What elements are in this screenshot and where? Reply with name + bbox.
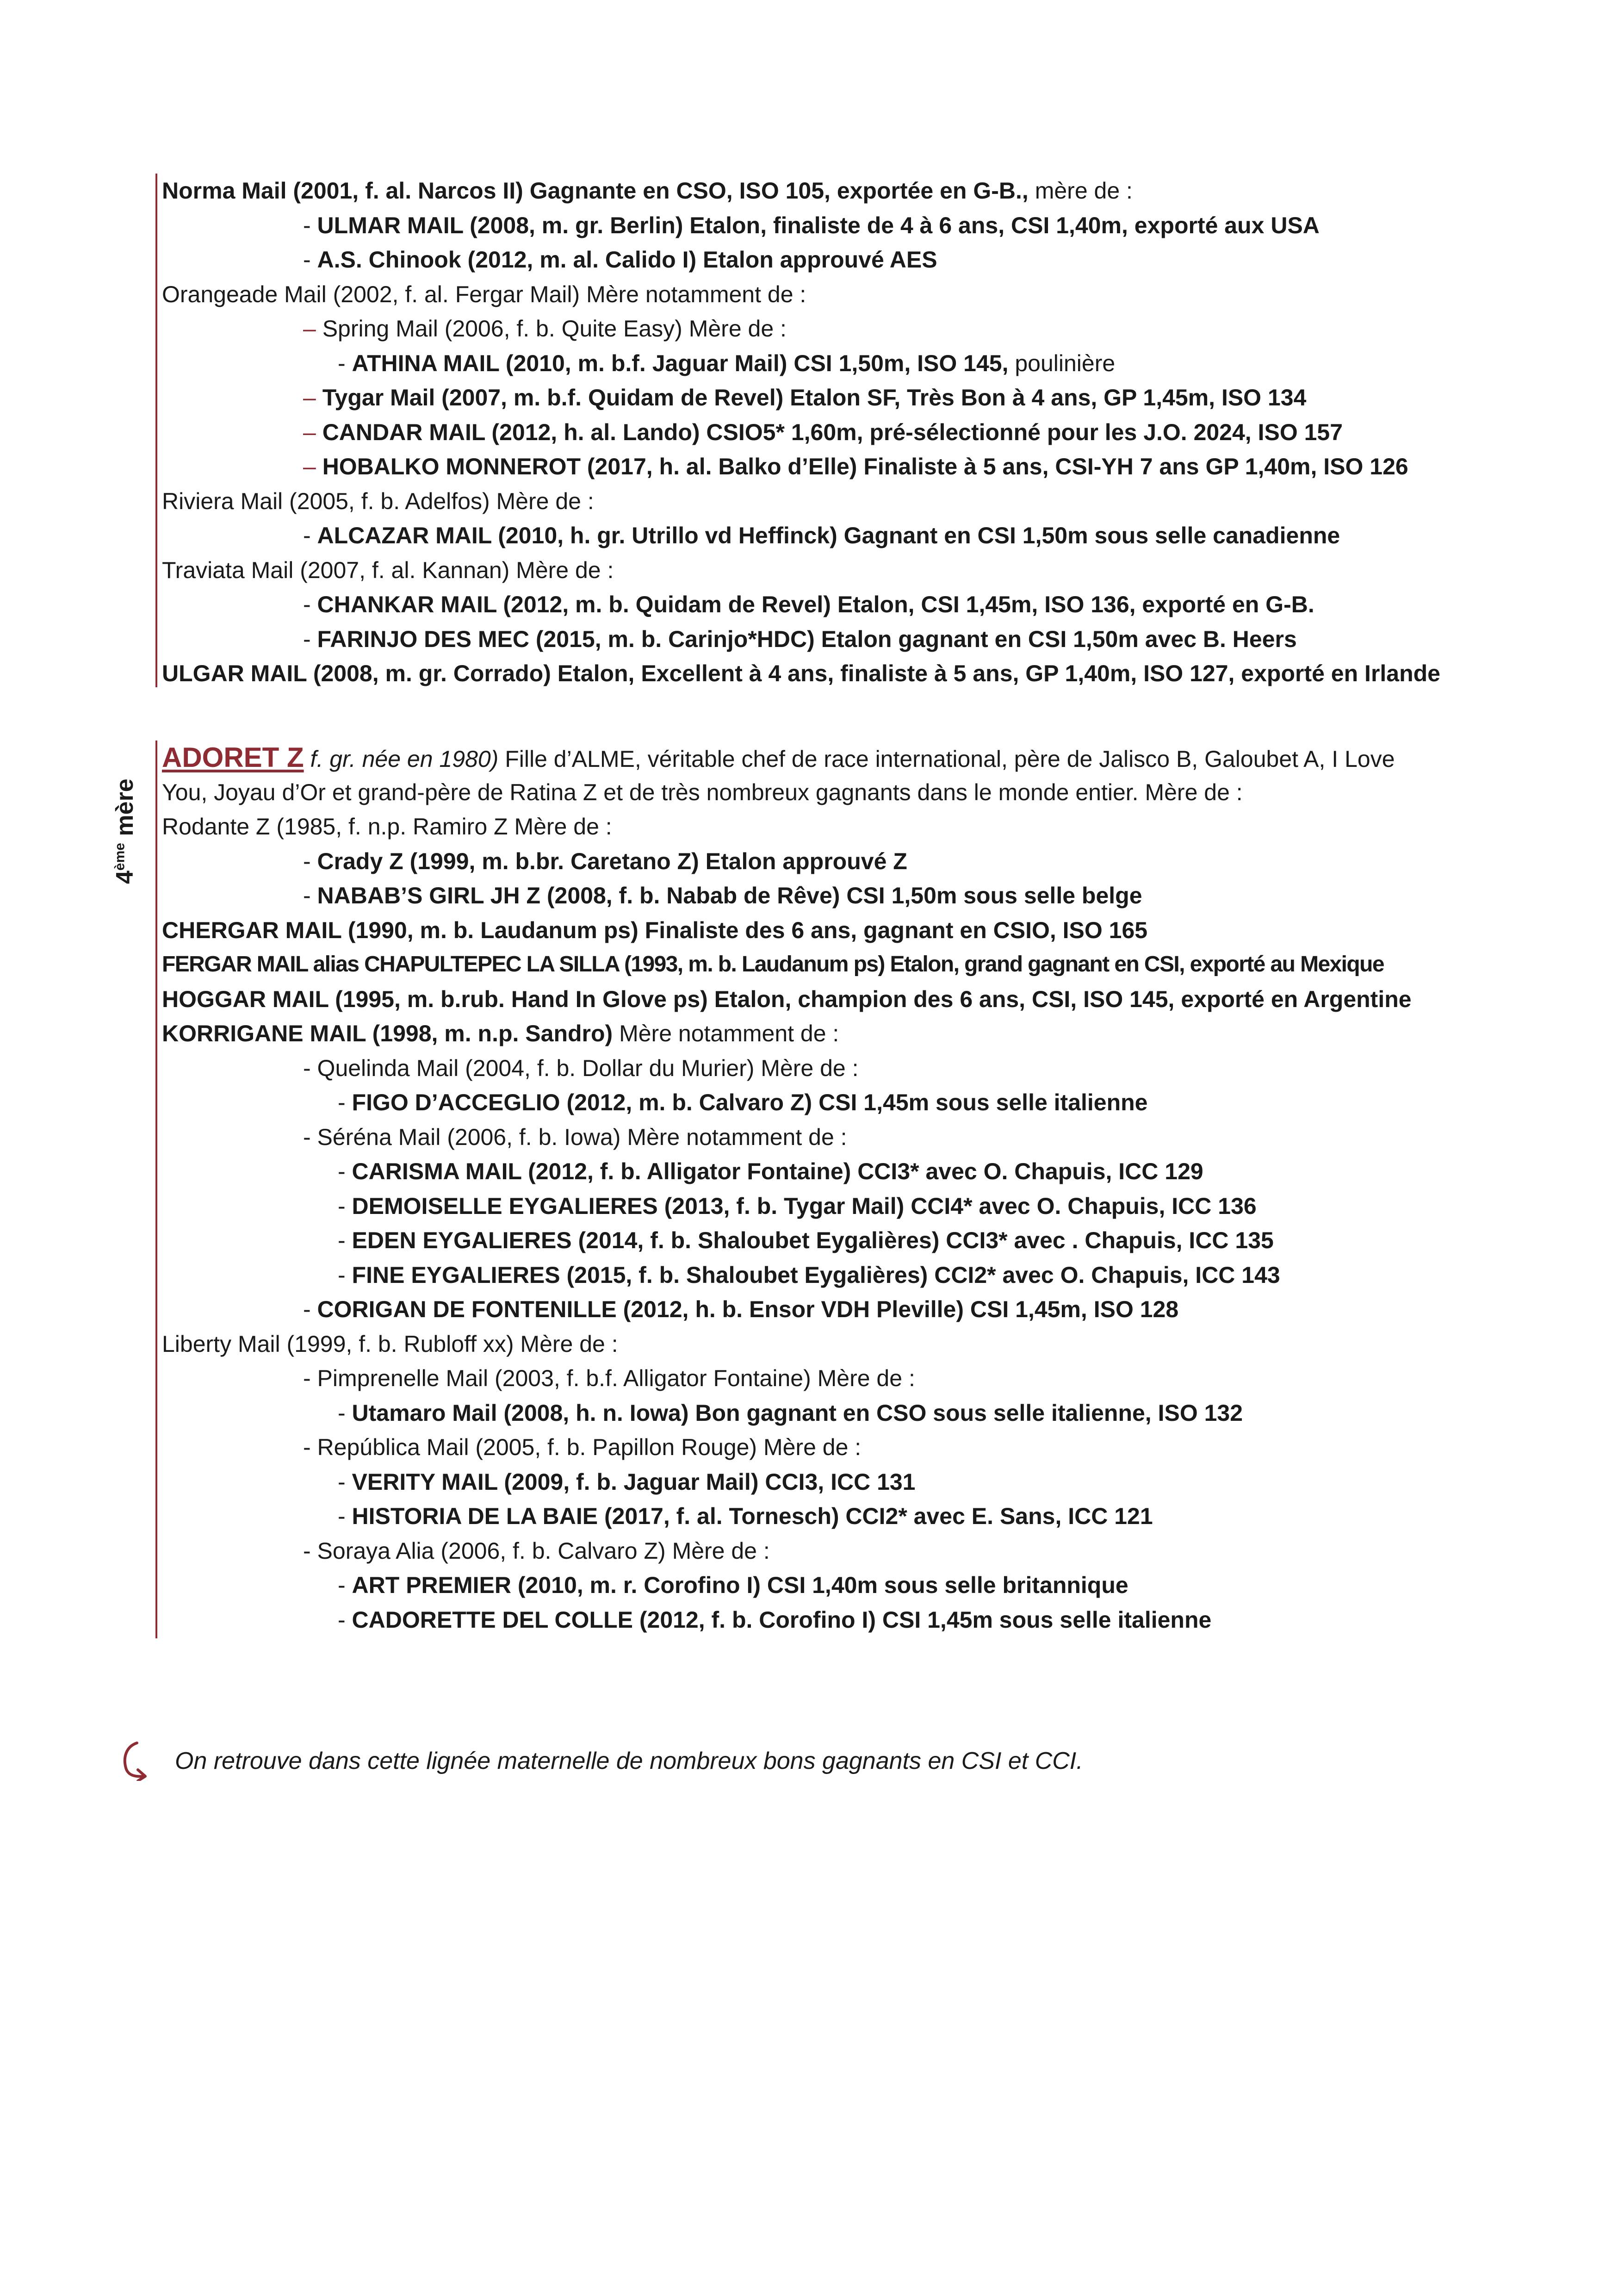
- dam-description: Fille d’ALME, véritable chef de race international, père de Jalisco B, Galoubet A, I Love: [498, 746, 1395, 772]
- entry-dash: –: [303, 454, 322, 479]
- entry-bold: CARISMA MAIL (2012, f. b. Alligator Fontaine) CCI3* avec O. Chapuis, ICC 129: [352, 1158, 1203, 1184]
- entry-normal: Pimprenelle Mail (2003, f. b.f. Alligator Fontaine) Mère de :: [317, 1365, 915, 1391]
- entry-line: [162, 1085, 1559, 1120]
- entry-bold: Norma Mail (2001, f. al. Narcos II) Gagnante en CSO, ISO 105, exportée en G-B.,: [162, 178, 1029, 204]
- entry-line: [162, 913, 1559, 948]
- entry-bold: ATHINA MAIL (2010, m. b.f. Jaguar Mail) CSI 1,50m, ISO 145,: [352, 350, 1009, 376]
- generation-sup: ème: [112, 843, 128, 871]
- entry-line: [162, 878, 1559, 913]
- entry-prefix: -: [303, 212, 317, 238]
- lineage-bar-top: [155, 174, 157, 687]
- entry-line: [162, 1534, 1559, 1568]
- entry-normal: Traviata Mail (2007, f. al. Kannan) Mère de :: [162, 557, 614, 583]
- entry-line: [162, 844, 1559, 879]
- entry-line: [162, 1327, 1559, 1362]
- entry-bold: KORRIGANE MAIL (1998, m. n.p. Sandro): [162, 1020, 613, 1046]
- entry-normal: Rodante Z (1985, f. n.p. Ramiro Z Mère de :: [162, 814, 612, 840]
- entry-line: [162, 208, 1559, 243]
- entry-normal: Spring Mail (2006, f. b. Quite Easy) Mère de :: [322, 316, 787, 342]
- dam-description: You, Joyau d’Or et grand-père de Ratina Z et de très nombreux gagnants dans le monde entier. Mère de :: [162, 779, 1243, 805]
- entry-line: [162, 1051, 1559, 1086]
- entry-prefix: -: [303, 247, 317, 273]
- entry-line: [162, 1154, 1559, 1189]
- entry-dash: –: [303, 316, 322, 342]
- entry-line: [162, 484, 1559, 519]
- entry-prefix: -: [338, 1227, 352, 1253]
- entry-normal: Orangeade Mail (2002, f. al. Fergar Mail) Mère notamment de :: [162, 281, 806, 307]
- entry-line: [162, 1189, 1559, 1224]
- footnote-text: On retrouve dans cette lignée maternelle de nombreux bons gagnants en CSI et CCI.: [175, 1748, 1083, 1774]
- entry-line: [162, 553, 1559, 588]
- entry-prefix: -: [338, 1262, 352, 1288]
- entry-bold: FIGO D’ACCEGLIO (2012, m. b. Calvaro Z) CSI 1,45m sous selle italienne: [352, 1089, 1148, 1115]
- entry-prefix: -: [338, 1193, 352, 1219]
- entry-bold: ULGAR MAIL (2008, m. gr. Corrado) Etalon, Excellent à 4 ans, finaliste à 5 ans, GP 1,40m, ISO 127, exporté en Irlande: [162, 660, 1440, 686]
- entry-prefix: -: [303, 1434, 317, 1460]
- entry-bold: NABAB’S GIRL JH Z (2008, f. b. Nabab de Rêve) CSI 1,50m sous selle belge: [317, 883, 1142, 908]
- entry-line: [162, 1361, 1559, 1396]
- entry-line: [162, 311, 1559, 346]
- adoret-line-1: [162, 740, 1559, 775]
- entry-bold: CHERGAR MAIL (1990, m. b. Laudanum ps) Finaliste des 6 ans, gagnant en CSIO, ISO 165: [162, 917, 1148, 943]
- entry-bold: Tygar Mail (2007, m. b.f. Quidam de Revel) Etalon SF, Très Bon à 4 ans, GP 1,45m, ISO 134: [322, 385, 1307, 411]
- lineage-bar-bottom: [155, 740, 157, 1638]
- entry-bold: CHANKAR MAIL (2012, m. b. Quidam de Revel) Etalon, CSI 1,45m, ISO 136, exporté en G-B.: [317, 591, 1314, 617]
- entry-dash: –: [303, 385, 322, 411]
- entry-line: [162, 656, 1559, 691]
- entry-prefix: -: [303, 848, 317, 874]
- entry-line: [162, 947, 1559, 982]
- entry-prefix: -: [338, 350, 352, 376]
- entry-bold: FINE EYGALIERES (2015, f. b. Shaloubet Eygalières) CCI2* avec O. Chapuis, ICC 143: [352, 1262, 1280, 1288]
- entry-bold: Utamaro Mail (2008, h. n. Iowa) Bon gagnant en CSO sous selle italienne, ISO 132: [352, 1400, 1243, 1426]
- entry-normal: República Mail (2005, f. b. Papillon Rouge) Mère de :: [317, 1434, 862, 1460]
- entry-prefix: -: [338, 1400, 352, 1426]
- entry-line: [162, 449, 1559, 484]
- entry-normal: Mère notamment de :: [613, 1020, 839, 1046]
- entry-bold: CANDAR MAIL (2012, h. al. Lando) CSIO5* 1,60m, pré-sélectionné pour les J.O. 2024, ISO 157: [322, 419, 1343, 445]
- entry-line: [162, 1120, 1559, 1155]
- entry-line: [162, 587, 1559, 622]
- entry-line: [162, 518, 1559, 553]
- entry-normal: Liberty Mail (1999, f. b. Rubloff xx) Mère de :: [162, 1331, 618, 1357]
- adoret-line-2: [162, 775, 1559, 810]
- entry-prefix: -: [303, 883, 317, 908]
- entry-line: [162, 622, 1559, 657]
- entry-prefix: -: [303, 1537, 317, 1564]
- entry-bold: FERGAR MAIL alias CHAPULTEPEC LA SILLA (1993, m. b. Laudanum ps) Etalon, grand gagnant en CSI, exporté au Mexique: [162, 952, 1384, 977]
- entry-bold: DEMOISELLE EYGALIERES (2013, f. b. Tygar Mail) CCI4* avec O. Chapuis, ICC 136: [352, 1193, 1257, 1219]
- entry-dash: –: [303, 419, 322, 445]
- entry-bold: ULMAR MAIL (2008, m. gr. Berlin) Etalon, finaliste de 4 à 6 ans, CSI 1,40m, exporté aux USA: [317, 212, 1320, 238]
- entry-line: [162, 1430, 1559, 1465]
- entry-normal: Soraya Alia (2006, f. b. Calvaro Z) Mère de :: [317, 1537, 770, 1564]
- entry-bold: VERITY MAIL (2009, f. b. Jaguar Mail) CCI3, ICC 131: [352, 1468, 916, 1495]
- dam-name: ADORET Z: [162, 742, 304, 773]
- entry-bold: CADORETTE DEL COLLE (2012, f. b. Corofino I) CSI 1,45m sous selle italienne: [352, 1606, 1212, 1633]
- entry-line: [162, 243, 1559, 277]
- entry-prefix: -: [303, 1365, 317, 1391]
- entry-normal: poulinière: [1008, 350, 1116, 376]
- curved-arrow-icon: [119, 1739, 152, 1783]
- entry-line: [162, 1223, 1559, 1258]
- entry-bold: HISTORIA DE LA BAIE (2017, f. al. Tornesch) CCI2* avec E. Sans, ICC 121: [352, 1503, 1153, 1529]
- entry-prefix: -: [303, 1055, 317, 1081]
- entry-line: [162, 1465, 1559, 1500]
- entry-line: [162, 1292, 1559, 1327]
- entry-line: [162, 1499, 1559, 1534]
- entry-line: [162, 1396, 1559, 1431]
- entry-prefix: -: [338, 1606, 352, 1633]
- entry-line: [162, 809, 1559, 844]
- entry-line: [162, 1568, 1559, 1603]
- dam-birth: f. gr. née en 1980): [304, 746, 499, 772]
- entry-bold: HOBALKO MONNEROT (2017, h. al. Balko d’Elle) Finaliste à 5 ans, CSI-YH 7 ans GP 1,40m, ISO 126: [322, 454, 1408, 479]
- entry-line: [162, 415, 1559, 450]
- entry-prefix: -: [303, 1124, 317, 1150]
- entry-normal: Quelinda Mail (2004, f. b. Dollar du Murier) Mère de :: [317, 1055, 859, 1081]
- entry-bold: EDEN EYGALIERES (2014, f. b. Shaloubet Eygalières) CCI3* avec . Chapuis, ICC 135: [352, 1227, 1274, 1253]
- footnote: [119, 1740, 1083, 1782]
- entry-prefix: -: [303, 523, 317, 548]
- entry-bold: A.S. Chinook (2012, m. al. Calido I) Etalon approuvé AES: [317, 247, 937, 273]
- entry-line: [162, 1258, 1559, 1293]
- entry-prefix: -: [303, 626, 317, 652]
- entry-bold: HOGGAR MAIL (1995, m. b.rub. Hand In Glove ps) Etalon, champion des 6 ans, CSI, ISO 145, exporté en Argentine: [162, 986, 1412, 1012]
- entry-prefix: -: [303, 591, 317, 617]
- entry-line: [162, 277, 1559, 312]
- generation-label: [111, 778, 139, 884]
- entry-line: [162, 174, 1559, 208]
- entry-normal: mère de :: [1028, 178, 1133, 204]
- entry-line: [162, 1603, 1559, 1637]
- entry-prefix: -: [338, 1503, 352, 1529]
- lineage-section-bottom: [162, 740, 1559, 1637]
- lineage-section-top: [162, 174, 1559, 691]
- entry-bold: CORIGAN DE FONTENILLE (2012, h. b. Ensor VDH Pleville) CSI 1,45m, ISO 128: [317, 1296, 1179, 1322]
- entry-prefix: -: [303, 1296, 317, 1322]
- entry-line: [162, 1016, 1559, 1051]
- entry-prefix: -: [338, 1089, 352, 1115]
- entry-line: [162, 982, 1559, 1017]
- entry-bold: ART PREMIER (2010, m. r. Corofino I) CSI 1,40m sous selle britannique: [352, 1572, 1128, 1598]
- entry-line: [162, 380, 1559, 415]
- entry-prefix: -: [338, 1468, 352, 1495]
- generation-number: 4: [112, 871, 138, 884]
- entry-bold: FARINJO DES MEC (2015, m. b. Carinjo*HDC) Etalon gagnant en CSI 1,50m avec B. Heers: [317, 626, 1297, 652]
- entry-normal: Séréna Mail (2006, f. b. Iowa) Mère notamment de :: [317, 1124, 847, 1150]
- entry-line: [162, 346, 1559, 381]
- entry-normal: Riviera Mail (2005, f. b. Adelfos) Mère de :: [162, 488, 594, 514]
- generation-word: mère: [112, 778, 138, 843]
- entry-bold: ALCAZAR MAIL (2010, h. gr. Utrillo vd Heffinck) Gagnant en CSI 1,50m sous selle canadienne: [317, 523, 1340, 548]
- entry-bold: Crady Z (1999, m. b.br. Caretano Z) Etalon approuvé Z: [317, 848, 907, 874]
- entry-prefix: -: [338, 1158, 352, 1184]
- entry-prefix: -: [338, 1572, 352, 1598]
